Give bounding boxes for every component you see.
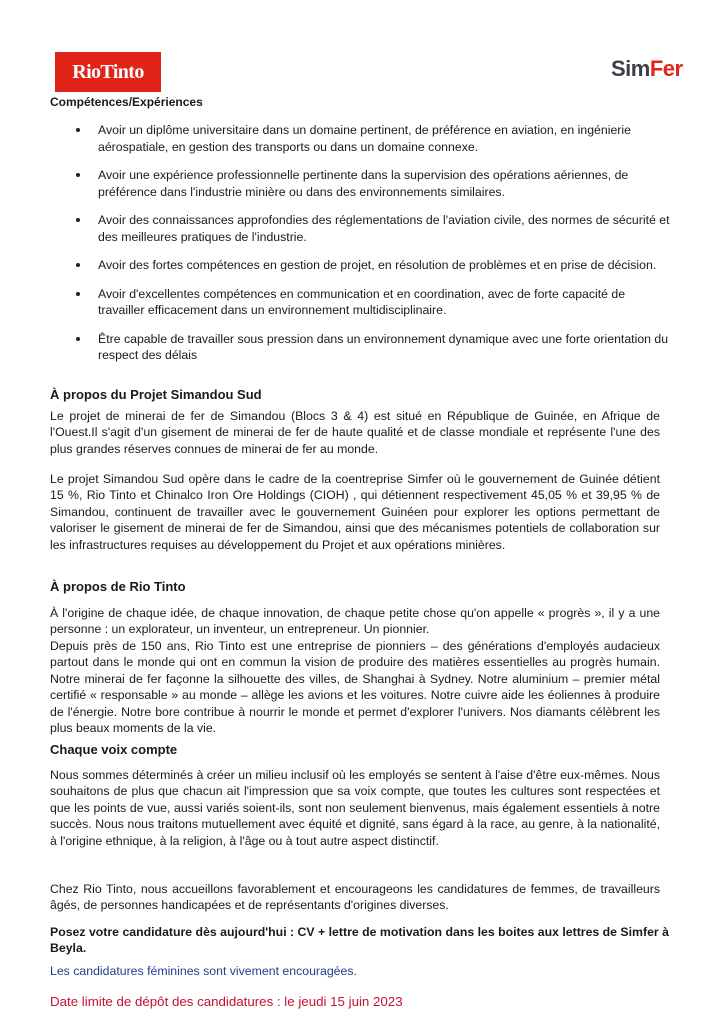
bullet-icon (76, 128, 80, 132)
bullet-icon (76, 337, 80, 341)
list-item-text: Avoir une expérience professionnelle pertinente dans la supervision des opérations aériennes, de préférence dans l'industrie minière ou dans des environnements similaires. (98, 168, 629, 199)
bullet-icon (76, 173, 80, 177)
list-item-text: Avoir d'excellentes compétences en communication et en coordination, avec de forte capacité de travailler efficacement dans un environnement multidisciplinaire. (98, 286, 626, 317)
list-item-text: Être capable de travailler sous pression dans un environnement dynamique avec une forte orientation du respect des délais (98, 331, 669, 362)
list-item (50, 331, 670, 364)
list-item (50, 257, 670, 274)
projet-paragraph-1: Le projet de minerai de fer de Simandou (Blocs 3 & 4) est situé en République de Guinée, en Afrique de l'Ouest.Il s'agit d'un gisement de minerai de fer de haute qualité et de classe mondiale et représente l'une des plus grandes réserves connues de minerai de fer au monde. (50, 409, 660, 456)
list-item (50, 122, 670, 155)
list-item (50, 167, 670, 200)
rio-tinto-logo (55, 52, 161, 92)
apply-instructions: Posez votre candidature dès aujourd'hui : CV + lettre de motivation dans les boites aux lettres de Simfer à Beyla. (50, 925, 669, 956)
voix-paragraph-1: Nous sommes déterminés à créer un milieu inclusif où les employés se sentent à l'aise d'être eux-mêmes. Nous souhaitons de plus que chacun ait l'impression que sa voix compte, que toutes les cultures sont respectées et que les points de vue, aussi variés soient-ils, sont non seulement bienvenus, mais également essentiels à notre succès. Nous nous traitons mutuellement avec équité et dignité, sans égard à la race, au genre, à la nationalité, à l'origine ethnique, à la religion, à l'âge ou à tout autre aspect distinctif. (50, 768, 660, 848)
projet-paragraph-2: Le projet Simandou Sud opère dans le cadre de la coentreprise Simfer où le gouvernement de Guinée détient 15 %, Rio Tinto et Chinalco Iron Ore Holdings (CIOH) , qui détiennent respectivement 45,05 % et 39,95 % de Simandou, continuent de travailler avec le gouvernement Guinéen pour explorer les options permettant de valoriser le gisement de minerai de fer de Simandou, ainsi que des mécanismes potentiels de collaboration sur les infrastructures requises au développement du Projet et aux opérations minières. (50, 472, 660, 552)
rio-paragraph-2: Depuis près de 150 ans, Rio Tinto est une entreprise de pionniers – des générations d'employés audacieux partout dans le monde qui ont en commun la vision de produire des matières essentielles au progrès humain. Notre minerai de fer façonne la silhouette des villes, de Shanghai à Sydney. Notre aluminium – premier métal certifié « responsable » au monde – allège les avions et les voitures. Notre cuivre aide les éoliennes à produire de l'énergie. Notre bore contribue à nourrir le monde et permet d'explorer l'univers. Nos diamants célèbrent les plus beaux moments de la vie. (50, 639, 660, 736)
rio-heading: À propos de Rio Tinto (50, 579, 186, 594)
bullet-icon (76, 218, 80, 222)
bullet-icon (76, 263, 80, 267)
simfer-logo-sim: Sim (611, 56, 650, 81)
competences-list (50, 122, 670, 376)
voix-paragraph-2: Chez Rio Tinto, nous accueillons favorablement et encourageons les candidatures de femmes, de travailleurs âgés, de personnes handicapées et de représentants d'origines diverses. (50, 882, 660, 913)
simfer-logo-fer: Fer (649, 56, 683, 81)
simfer-logo (611, 56, 683, 82)
projet-heading: À propos du Projet Simandou Sud (50, 387, 262, 402)
bullet-icon (76, 292, 80, 296)
list-item-text: Avoir des fortes compétences en gestion de projet, en résolution de problèmes et en prise de décision. (98, 258, 657, 272)
competences-heading: Compétences/Expériences (50, 95, 203, 109)
rio-tinto-logo-text: RioTinto (72, 60, 144, 83)
deadline-text: Date limite de dépôt des candidatures : le jeudi 15 juin 2023 (50, 994, 403, 1009)
rio-paragraph-1: À l'origine de chaque idée, de chaque innovation, de chaque petite chose qu'on appelle « progrès », il y a une personne : un explorateur, un inventeur, un entrepreneur. Un pionnier. (50, 606, 660, 637)
list-item-text: Avoir un diplôme universitaire dans un domaine pertinent, de préférence en aviation, en ingénierie aérospatiale, en gestion des transports ou dans un domaine connexe. (98, 123, 631, 154)
voix-heading: Chaque voix compte (50, 742, 178, 757)
women-encouraged-note: Les candidatures féminines sont vivement encouragées. (50, 964, 357, 978)
list-item-text: Avoir des connaissances approfondies des réglementations de l'aviation civile, des normes de sécurité et des meilleures pratiques de l'industrie. (98, 213, 670, 244)
list-item (50, 212, 670, 245)
list-item (50, 286, 670, 319)
